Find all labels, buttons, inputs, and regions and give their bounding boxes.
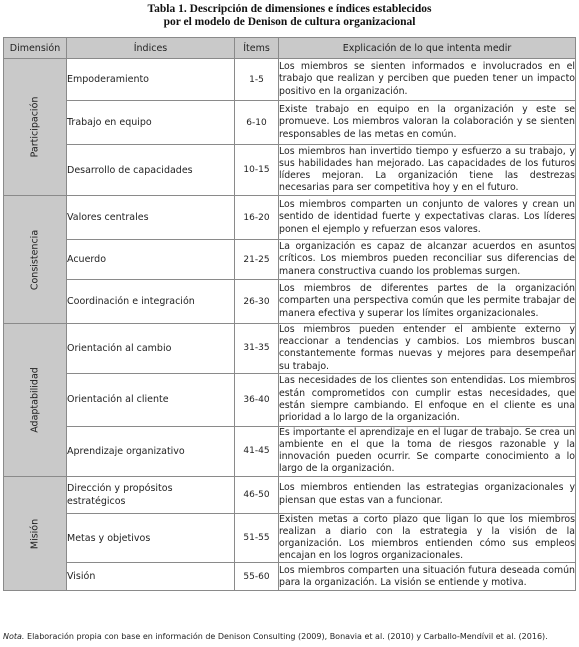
table-row — [4, 280, 576, 324]
explanation-cell: Existen metas a corto plazo que ligan lo que los miembros realizan a diario con la estrategia y la visión de la organización. Los miembros entienden cómo sus empleos encajan en los logros organizacionales. — [279, 513, 575, 562]
indice-cell: Visión — [67, 563, 235, 591]
dimension-label: Misión — [29, 518, 41, 549]
dimension-cell — [4, 59, 67, 196]
indice-cell: Valores centrales — [67, 196, 235, 240]
explanation-cell: Los miembros han invertido tiempo y esfuerzo a su trabajo, y sus habilidades han mejorado. Las capacidades de los futuros líderes mejoran. La organización tiene las destrezas necesarias para ser competitiva hoy y en el futuro. — [279, 145, 576, 196]
header-dimension: Dimensión — [4, 38, 67, 59]
note-text: Elaboración propia con base en información de Denison Consulting (2009), Bonavia et al. (2010) y Carballo-Mendívil et al. (2016). — [24, 632, 548, 641]
explanation-cell: Es importante el aprendizaje en el lugar de trabajo. Se crea un ambiente en el que la toma de riesgos razonable y la innovación pueden ocurrir. Se comparte conocimiento a lo largo de la organización. — [279, 426, 575, 475]
explanation-cell: Las necesidades de los clientes son entendidas. Los miembros están comprometidos con cumplir estas necesidades, que están siempre cambiando. El enfoque en el cliente es una prioridad a lo largo de la organización. — [279, 373, 576, 426]
items-cell: 46-50 — [235, 476, 279, 513]
indice-cell: Dirección y propósitos estratégicos — [67, 476, 235, 513]
explanation-cell: Los miembros pueden entender el ambiente externo y reaccionar a tendencias y cambios. Los miembros buscan constantemente formas nuevas y mejores para desempeñar su trabajo. — [279, 324, 575, 372]
table-title-line-1: Tabla 1. Descripción de dimensiones e índices establecidos — [147, 3, 432, 15]
table-row — [4, 513, 576, 563]
table-title-line-2: por el modelo de Denison de cultura organizacional — [163, 16, 416, 28]
explanation-cell: Existe trabajo en equipo en la organización y este se promueve. Los miembros valoran la colaboración y se sienten responsables de las metas en común. — [279, 101, 576, 145]
header-explanation: Explicación de lo que intenta medir — [279, 38, 576, 59]
indice-cell: Orientación al cliente — [67, 373, 235, 426]
explanation-cell: Los miembros entienden las estrategias organizacionales y piensan que estas van a funcionar. — [279, 476, 576, 513]
note-label: Nota. — [3, 632, 25, 641]
items-cell: 6-10 — [235, 101, 279, 145]
table-row — [4, 324, 576, 374]
items-cell: 21-25 — [235, 240, 279, 280]
table-body — [4, 59, 576, 591]
items-cell: 51-55 — [235, 513, 279, 563]
denison-table — [3, 37, 576, 591]
table-row — [4, 145, 576, 196]
items-cell: 1-5 — [235, 59, 279, 101]
indice-cell: Empoderamiento — [67, 59, 235, 101]
items-cell: 55-60 — [235, 563, 279, 591]
dimension-label: Adaptabilidad — [29, 367, 41, 433]
explanation-cell: La organización es capaz de alcanzar acuerdos en asuntos críticos. Los miembros pueden reconciliar sus diferencias de manera constructiva cuando los problemas surgen. — [279, 240, 576, 280]
explanation-cell: Los miembros comparten un conjunto de valores y crean un sentido de identidad fuerte y expectativas claras. Los líderes ponen el ejemplo y refuerzan esos valores. — [279, 196, 576, 240]
table-row — [4, 101, 576, 145]
indice-cell: Desarrollo de capacidades — [67, 145, 235, 196]
table-row — [4, 563, 576, 591]
header-items: Ítems — [235, 38, 279, 59]
items-cell: 16-20 — [235, 196, 279, 240]
items-cell: 41-45 — [235, 426, 279, 476]
items-cell: 26-30 — [235, 280, 279, 324]
explanation-cell: Los miembros se sienten informados e involucrados en el trabajo que realizan y perciben que pueden tener un impacto positivo en la organización. — [279, 59, 576, 101]
dimension-cell — [4, 476, 67, 591]
explanation-cell: Los miembros de diferentes partes de la organización comparten una perspectiva común que les permite trabajar de manera efectiva y superar los límites organizacionales. — [279, 280, 576, 324]
table-row — [4, 373, 576, 426]
dimension-label: Participación — [29, 96, 41, 158]
indice-cell: Orientación al cambio — [67, 324, 235, 374]
table-row — [4, 196, 576, 240]
dimension-cell — [4, 196, 67, 324]
indice-cell: Acuerdo — [67, 240, 235, 280]
items-cell: 31-35 — [235, 324, 279, 374]
table-row — [4, 59, 576, 101]
dimension-cell — [4, 324, 67, 477]
dimension-label: Consistencia — [29, 229, 41, 290]
items-cell: 10-15 — [235, 145, 279, 196]
table-note — [3, 632, 577, 641]
indice-cell: Aprendizaje organizativo — [67, 426, 235, 476]
header-row — [4, 38, 576, 59]
table-row — [4, 240, 576, 280]
indice-cell: Coordinación e integración — [67, 280, 235, 324]
header-indices: Índices — [67, 38, 235, 59]
items-cell: 36-40 — [235, 373, 279, 426]
indice-cell: Metas y objetivos — [67, 513, 235, 563]
table-title — [0, 3, 579, 29]
explanation-cell: Los miembros comparten una situación futura deseada común para la organización. La visión se entiende y motiva. — [279, 563, 576, 591]
table-row — [4, 476, 576, 513]
table-row — [4, 426, 576, 476]
indice-cell: Trabajo en equipo — [67, 101, 235, 145]
